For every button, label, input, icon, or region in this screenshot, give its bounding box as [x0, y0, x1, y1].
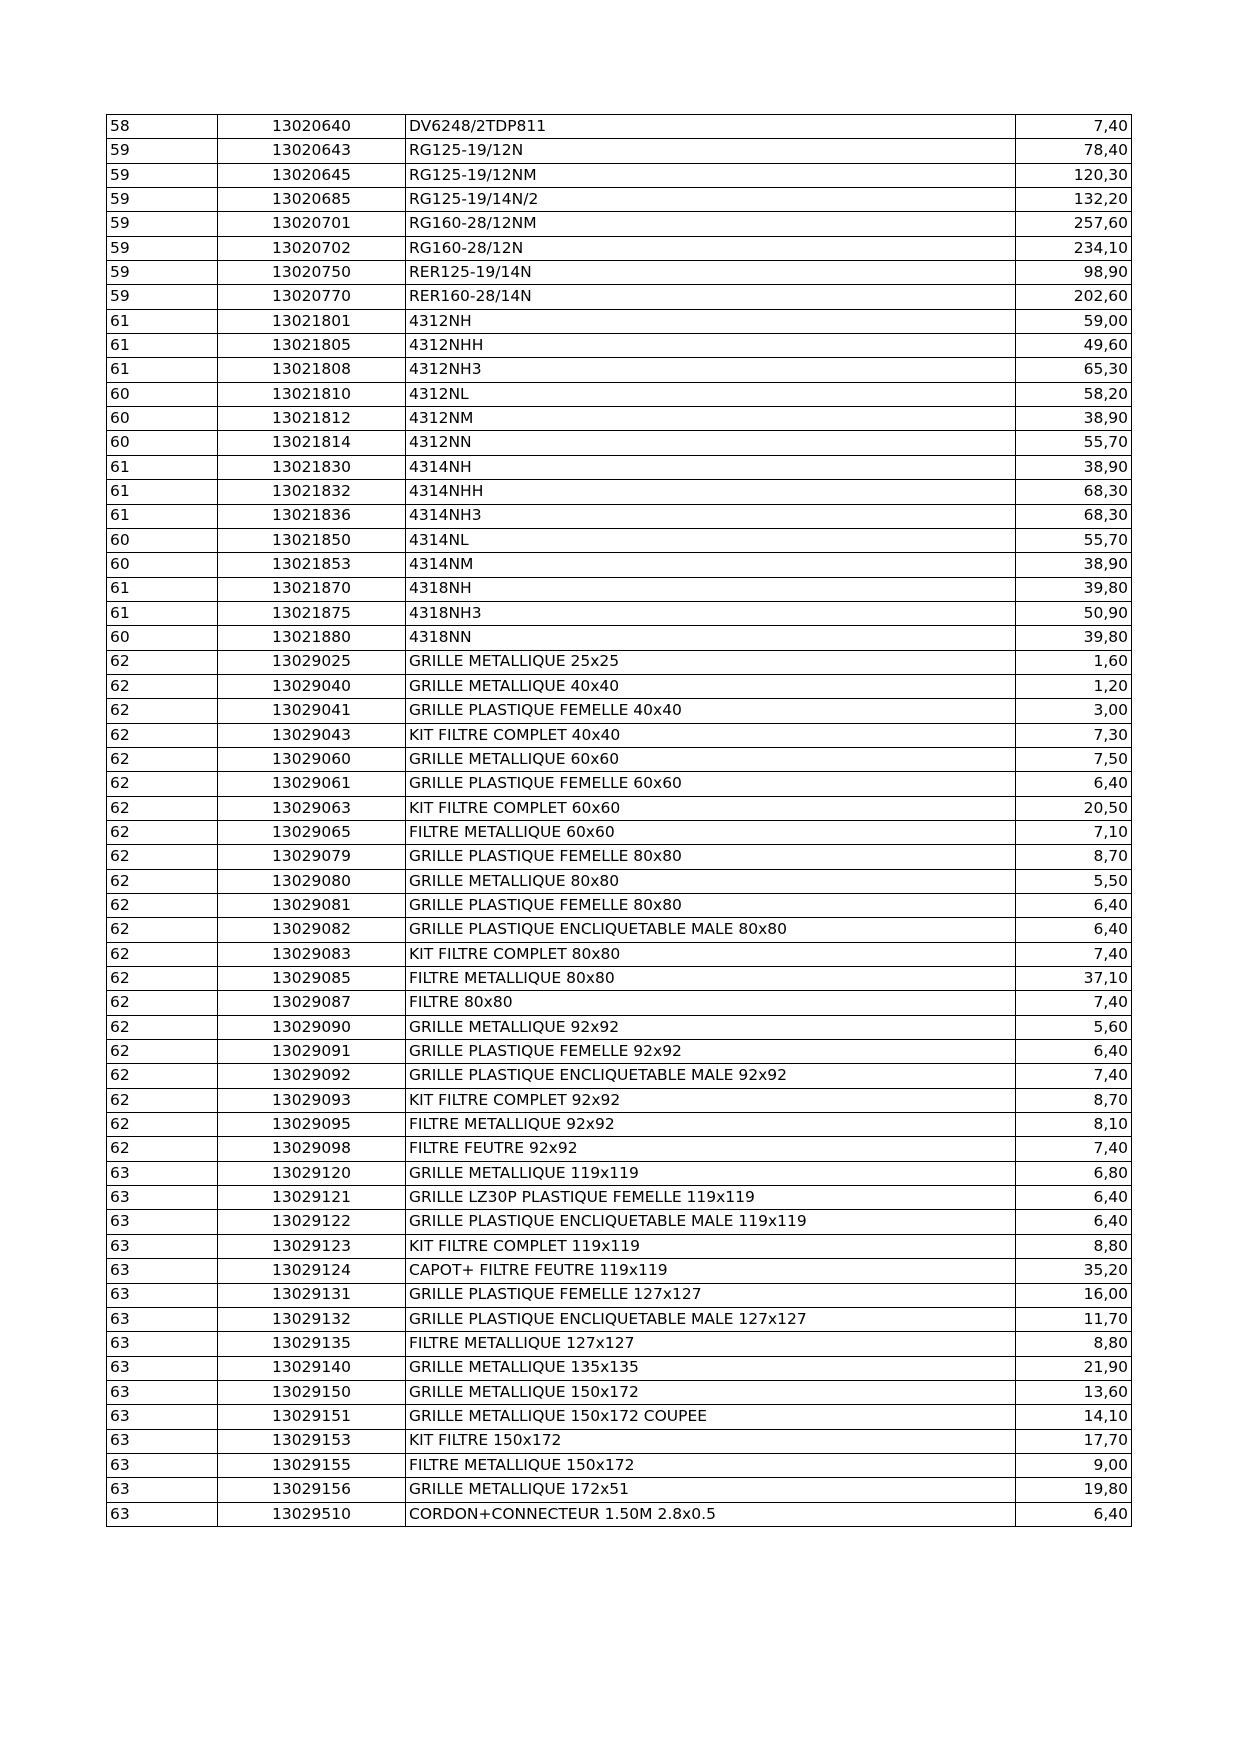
table-row: [107, 601, 1132, 625]
page-number-cell: 62: [107, 1113, 218, 1137]
description-cell: 4312NHH: [406, 334, 1016, 358]
article-code-cell: 13021808: [218, 358, 406, 382]
description-cell: 4318NH: [406, 577, 1016, 601]
table-row: [107, 1015, 1132, 1039]
price-cell: 19,80: [1016, 1478, 1132, 1502]
price-cell: 55,70: [1016, 528, 1132, 552]
price-cell: 6,40: [1016, 1210, 1132, 1234]
article-code-cell: 13029098: [218, 1137, 406, 1161]
table-row: [107, 261, 1132, 285]
table-row: [107, 1234, 1132, 1258]
price-cell: 13,60: [1016, 1380, 1132, 1404]
table-row: [107, 1186, 1132, 1210]
table-row: [107, 139, 1132, 163]
page-number-cell: 62: [107, 1064, 218, 1088]
table-row: [107, 869, 1132, 893]
table-row: [107, 1283, 1132, 1307]
page-number-cell: 58: [107, 115, 218, 139]
description-cell: KIT FILTRE 150x172: [406, 1429, 1016, 1453]
page-number-cell: 61: [107, 577, 218, 601]
table-row: [107, 1429, 1132, 1453]
description-cell: GRILLE METALLIQUE 40x40: [406, 674, 1016, 698]
price-cell: 65,30: [1016, 358, 1132, 382]
price-cell: 78,40: [1016, 139, 1132, 163]
price-cell: 6,40: [1016, 918, 1132, 942]
page-number-cell: 63: [107, 1234, 218, 1258]
article-code-cell: 13029092: [218, 1064, 406, 1088]
price-cell: 68,30: [1016, 504, 1132, 528]
price-cell: 50,90: [1016, 601, 1132, 625]
price-cell: 7,40: [1016, 1064, 1132, 1088]
price-cell: 234,10: [1016, 236, 1132, 260]
article-code-cell: 13029135: [218, 1332, 406, 1356]
table-row: [107, 1088, 1132, 1112]
description-cell: KIT FILTRE COMPLET 60x60: [406, 796, 1016, 820]
description-cell: RG160-28/12NM: [406, 212, 1016, 236]
page-number-cell: 61: [107, 334, 218, 358]
description-cell: FILTRE FEUTRE 92x92: [406, 1137, 1016, 1161]
article-code-cell: 13029510: [218, 1502, 406, 1526]
price-cell: 6,40: [1016, 894, 1132, 918]
page-number-cell: 62: [107, 991, 218, 1015]
price-cell: 132,20: [1016, 188, 1132, 212]
price-cell: 1,60: [1016, 650, 1132, 674]
price-cell: 17,70: [1016, 1429, 1132, 1453]
article-code-cell: 13021850: [218, 528, 406, 552]
description-cell: FILTRE 80x80: [406, 991, 1016, 1015]
table-row: [107, 772, 1132, 796]
price-cell: 5,50: [1016, 869, 1132, 893]
article-code-cell: 13020640: [218, 115, 406, 139]
description-cell: DV6248/2TDP811: [406, 115, 1016, 139]
table-row: [107, 1040, 1132, 1064]
table-row: [107, 1307, 1132, 1331]
article-code-cell: 13029063: [218, 796, 406, 820]
price-cell: 120,30: [1016, 163, 1132, 187]
table-row: [107, 528, 1132, 552]
description-cell: 4312NN: [406, 431, 1016, 455]
article-code-cell: 13029131: [218, 1283, 406, 1307]
description-cell: GRILLE METALLIQUE 92x92: [406, 1015, 1016, 1039]
article-code-cell: 13029120: [218, 1161, 406, 1185]
article-code-cell: 13020702: [218, 236, 406, 260]
price-cell: 11,70: [1016, 1307, 1132, 1331]
article-code-cell: 13029123: [218, 1234, 406, 1258]
description-cell: KIT FILTRE COMPLET 40x40: [406, 723, 1016, 747]
page-number-cell: 63: [107, 1332, 218, 1356]
page-number-cell: 63: [107, 1478, 218, 1502]
price-cell: 38,90: [1016, 455, 1132, 479]
page-number-cell: 62: [107, 967, 218, 991]
table-row: [107, 1259, 1132, 1283]
page-number-cell: 59: [107, 261, 218, 285]
page-number-cell: 60: [107, 407, 218, 431]
table-row: [107, 431, 1132, 455]
description-cell: RER160-28/14N: [406, 285, 1016, 309]
page-number-cell: 62: [107, 1088, 218, 1112]
table-row: [107, 1405, 1132, 1429]
table-row: [107, 845, 1132, 869]
page-number-cell: 63: [107, 1161, 218, 1185]
article-code-cell: 13021801: [218, 309, 406, 333]
price-cell: 14,10: [1016, 1405, 1132, 1429]
page-number-cell: 61: [107, 358, 218, 382]
table-row: [107, 553, 1132, 577]
description-cell: CORDON+CONNECTEUR 1.50M 2.8x0.5: [406, 1502, 1016, 1526]
page-number-cell: 60: [107, 528, 218, 552]
price-cell: 8,70: [1016, 1088, 1132, 1112]
article-code-cell: 13021875: [218, 601, 406, 625]
table-row: [107, 309, 1132, 333]
page-number-cell: 63: [107, 1453, 218, 1477]
description-cell: KIT FILTRE COMPLET 92x92: [406, 1088, 1016, 1112]
article-code-cell: 13021832: [218, 480, 406, 504]
page-number-cell: 63: [107, 1259, 218, 1283]
table-row: [107, 626, 1132, 650]
table-row: [107, 504, 1132, 528]
page-number-cell: 62: [107, 674, 218, 698]
table-row: [107, 1161, 1132, 1185]
description-cell: GRILLE METALLIQUE 172x51: [406, 1478, 1016, 1502]
price-cell: 5,60: [1016, 1015, 1132, 1039]
description-cell: 4314NH3: [406, 504, 1016, 528]
page-number-cell: 61: [107, 504, 218, 528]
article-code-cell: 13029122: [218, 1210, 406, 1234]
article-code-cell: 13029153: [218, 1429, 406, 1453]
article-code-cell: 13020645: [218, 163, 406, 187]
page-number-cell: 60: [107, 382, 218, 406]
article-code-cell: 13029132: [218, 1307, 406, 1331]
description-cell: GRILLE PLASTIQUE FEMELLE 80x80: [406, 845, 1016, 869]
page-number-cell: 59: [107, 236, 218, 260]
description-cell: RG125-19/14N/2: [406, 188, 1016, 212]
description-cell: RG125-19/12N: [406, 139, 1016, 163]
article-code-cell: 13029156: [218, 1478, 406, 1502]
price-table-body: [107, 115, 1132, 1527]
table-row: [107, 747, 1132, 771]
article-code-cell: 13021853: [218, 553, 406, 577]
table-row: [107, 894, 1132, 918]
page-number-cell: 59: [107, 212, 218, 236]
table-row: [107, 1137, 1132, 1161]
price-cell: 6,40: [1016, 1186, 1132, 1210]
article-code-cell: 13029124: [218, 1259, 406, 1283]
description-cell: FILTRE METALLIQUE 150x172: [406, 1453, 1016, 1477]
price-cell: 55,70: [1016, 431, 1132, 455]
price-cell: 9,00: [1016, 1453, 1132, 1477]
page-number-cell: 63: [107, 1502, 218, 1526]
table-row: [107, 967, 1132, 991]
description-cell: 4312NH: [406, 309, 1016, 333]
article-code-cell: 13029150: [218, 1380, 406, 1404]
table-row: [107, 674, 1132, 698]
description-cell: GRILLE PLASTIQUE FEMELLE 92x92: [406, 1040, 1016, 1064]
description-cell: GRILLE METALLIQUE 80x80: [406, 869, 1016, 893]
description-cell: GRILLE PLASTIQUE FEMELLE 60x60: [406, 772, 1016, 796]
article-code-cell: 13020701: [218, 212, 406, 236]
table-row: [107, 1210, 1132, 1234]
price-cell: 68,30: [1016, 480, 1132, 504]
description-cell: RER125-19/14N: [406, 261, 1016, 285]
page-number-cell: 61: [107, 480, 218, 504]
article-code-cell: 13029121: [218, 1186, 406, 1210]
page-number-cell: 62: [107, 1015, 218, 1039]
article-code-cell: 13021830: [218, 455, 406, 479]
page-number-cell: 61: [107, 601, 218, 625]
table-row: [107, 188, 1132, 212]
table-row: [107, 1332, 1132, 1356]
page-number-cell: 59: [107, 188, 218, 212]
price-cell: 257,60: [1016, 212, 1132, 236]
price-cell: 7,30: [1016, 723, 1132, 747]
price-cell: 35,20: [1016, 1259, 1132, 1283]
page-number-cell: 62: [107, 869, 218, 893]
article-code-cell: 13029079: [218, 845, 406, 869]
article-code-cell: 13029061: [218, 772, 406, 796]
article-code-cell: 13021880: [218, 626, 406, 650]
article-code-cell: 13021805: [218, 334, 406, 358]
price-cell: 49,60: [1016, 334, 1132, 358]
article-code-cell: 13020750: [218, 261, 406, 285]
article-code-cell: 13029093: [218, 1088, 406, 1112]
description-cell: GRILLE LZ30P PLASTIQUE FEMELLE 119x119: [406, 1186, 1016, 1210]
article-code-cell: 13029091: [218, 1040, 406, 1064]
description-cell: 4314NL: [406, 528, 1016, 552]
article-code-cell: 13029095: [218, 1113, 406, 1137]
description-cell: RG160-28/12N: [406, 236, 1016, 260]
price-cell: 7,40: [1016, 991, 1132, 1015]
price-cell: 1,20: [1016, 674, 1132, 698]
page-number-cell: 59: [107, 163, 218, 187]
page-number-cell: 62: [107, 723, 218, 747]
article-code-cell: 13029155: [218, 1453, 406, 1477]
description-cell: KIT FILTRE COMPLET 119x119: [406, 1234, 1016, 1258]
description-cell: 4318NH3: [406, 601, 1016, 625]
price-cell: 39,80: [1016, 626, 1132, 650]
table-row: [107, 212, 1132, 236]
price-cell: 38,90: [1016, 407, 1132, 431]
description-cell: GRILLE METALLIQUE 150x172 COUPEE: [406, 1405, 1016, 1429]
table-row: [107, 650, 1132, 674]
description-cell: GRILLE METALLIQUE 25x25: [406, 650, 1016, 674]
description-cell: GRILLE PLASTIQUE ENCLIQUETABLE MALE 92x92: [406, 1064, 1016, 1088]
article-code-cell: 13029040: [218, 674, 406, 698]
price-cell: 8,80: [1016, 1234, 1132, 1258]
article-code-cell: 13020685: [218, 188, 406, 212]
page-number-cell: 63: [107, 1210, 218, 1234]
price-cell: 8,70: [1016, 845, 1132, 869]
article-code-cell: 13021836: [218, 504, 406, 528]
page-number-cell: 62: [107, 699, 218, 723]
description-cell: GRILLE PLASTIQUE FEMELLE 40x40: [406, 699, 1016, 723]
description-cell: 4312NL: [406, 382, 1016, 406]
table-row: [107, 796, 1132, 820]
price-cell: 6,40: [1016, 772, 1132, 796]
page-number-cell: 62: [107, 820, 218, 844]
article-code-cell: 13029041: [218, 699, 406, 723]
table-row: [107, 455, 1132, 479]
table-row: [107, 407, 1132, 431]
description-cell: RG125-19/12NM: [406, 163, 1016, 187]
price-cell: 7,40: [1016, 115, 1132, 139]
page-number-cell: 60: [107, 626, 218, 650]
page-number-cell: 63: [107, 1186, 218, 1210]
price-cell: 16,00: [1016, 1283, 1132, 1307]
article-code-cell: 13029060: [218, 747, 406, 771]
table-row: [107, 1064, 1132, 1088]
price-cell: 21,90: [1016, 1356, 1132, 1380]
article-code-cell: 13020643: [218, 139, 406, 163]
page-number-cell: 62: [107, 894, 218, 918]
table-row: [107, 991, 1132, 1015]
page-number-cell: 59: [107, 139, 218, 163]
table-row: [107, 1502, 1132, 1526]
table-row: [107, 820, 1132, 844]
price-cell: 37,10: [1016, 967, 1132, 991]
page-number-cell: 63: [107, 1356, 218, 1380]
table-row: [107, 577, 1132, 601]
description-cell: KIT FILTRE COMPLET 80x80: [406, 942, 1016, 966]
article-code-cell: 13021814: [218, 431, 406, 455]
description-cell: GRILLE PLASTIQUE ENCLIQUETABLE MALE 119x119: [406, 1210, 1016, 1234]
description-cell: GRILLE PLASTIQUE ENCLIQUETABLE MALE 80x80: [406, 918, 1016, 942]
description-cell: 4312NH3: [406, 358, 1016, 382]
article-code-cell: 13029080: [218, 869, 406, 893]
page-number-cell: 60: [107, 553, 218, 577]
price-cell: 58,20: [1016, 382, 1132, 406]
price-cell: 6,40: [1016, 1040, 1132, 1064]
table-row: [107, 236, 1132, 260]
price-cell: 7,40: [1016, 942, 1132, 966]
price-cell: 59,00: [1016, 309, 1132, 333]
table-row: [107, 334, 1132, 358]
price-cell: 202,60: [1016, 285, 1132, 309]
table-row: [107, 1113, 1132, 1137]
price-cell: 7,10: [1016, 820, 1132, 844]
article-code-cell: 13029090: [218, 1015, 406, 1039]
table-row: [107, 163, 1132, 187]
price-cell: 8,10: [1016, 1113, 1132, 1137]
article-code-cell: 13029081: [218, 894, 406, 918]
page-number-cell: 61: [107, 309, 218, 333]
page-number-cell: 62: [107, 796, 218, 820]
price-cell: 8,80: [1016, 1332, 1132, 1356]
article-code-cell: 13029043: [218, 723, 406, 747]
page-number-cell: 63: [107, 1405, 218, 1429]
table-row: [107, 942, 1132, 966]
description-cell: GRILLE PLASTIQUE FEMELLE 127x127: [406, 1283, 1016, 1307]
price-cell: 98,90: [1016, 261, 1132, 285]
table-row: [107, 358, 1132, 382]
article-code-cell: 13029083: [218, 942, 406, 966]
article-code-cell: 13029082: [218, 918, 406, 942]
page-number-cell: 62: [107, 747, 218, 771]
page-number-cell: 62: [107, 918, 218, 942]
price-cell: 3,00: [1016, 699, 1132, 723]
article-code-cell: 13029151: [218, 1405, 406, 1429]
table-row: [107, 723, 1132, 747]
price-cell: 6,40: [1016, 1502, 1132, 1526]
table-row: [107, 1380, 1132, 1404]
page-number-cell: 63: [107, 1307, 218, 1331]
article-code-cell: 13029025: [218, 650, 406, 674]
table-row: [107, 918, 1132, 942]
description-cell: GRILLE PLASTIQUE FEMELLE 80x80: [406, 894, 1016, 918]
page-number-cell: 60: [107, 431, 218, 455]
description-cell: GRILLE METALLIQUE 150x172: [406, 1380, 1016, 1404]
description-cell: 4314NH: [406, 455, 1016, 479]
page-number-cell: 63: [107, 1283, 218, 1307]
article-code-cell: 13021810: [218, 382, 406, 406]
page-number-cell: 62: [107, 1040, 218, 1064]
article-code-cell: 13021812: [218, 407, 406, 431]
description-cell: FILTRE METALLIQUE 80x80: [406, 967, 1016, 991]
page-number-cell: 59: [107, 285, 218, 309]
page-number-cell: 63: [107, 1380, 218, 1404]
article-code-cell: 13021870: [218, 577, 406, 601]
table-row: [107, 285, 1132, 309]
page-number-cell: 62: [107, 845, 218, 869]
description-cell: GRILLE METALLIQUE 60x60: [406, 747, 1016, 771]
article-code-cell: 13020770: [218, 285, 406, 309]
price-cell: 39,80: [1016, 577, 1132, 601]
page-number-cell: 63: [107, 1429, 218, 1453]
price-cell: 38,90: [1016, 553, 1132, 577]
description-cell: FILTRE METALLIQUE 127x127: [406, 1332, 1016, 1356]
article-code-cell: 13029085: [218, 967, 406, 991]
description-cell: 4318NN: [406, 626, 1016, 650]
price-cell: 7,50: [1016, 747, 1132, 771]
table-row: [107, 1356, 1132, 1380]
description-cell: GRILLE METALLIQUE 135x135: [406, 1356, 1016, 1380]
table-row: [107, 699, 1132, 723]
description-cell: FILTRE METALLIQUE 92x92: [406, 1113, 1016, 1137]
description-cell: GRILLE METALLIQUE 119x119: [406, 1161, 1016, 1185]
table-row: [107, 480, 1132, 504]
table-row: [107, 382, 1132, 406]
article-code-cell: 13029065: [218, 820, 406, 844]
page-number-cell: 62: [107, 942, 218, 966]
article-code-cell: 13029087: [218, 991, 406, 1015]
table-row: [107, 1478, 1132, 1502]
description-cell: GRILLE PLASTIQUE ENCLIQUETABLE MALE 127x127: [406, 1307, 1016, 1331]
description-cell: 4314NHH: [406, 480, 1016, 504]
price-table: [106, 114, 1132, 1527]
description-cell: FILTRE METALLIQUE 60x60: [406, 820, 1016, 844]
price-cell: 20,50: [1016, 796, 1132, 820]
description-cell: 4314NM: [406, 553, 1016, 577]
page-number-cell: 62: [107, 1137, 218, 1161]
page-number-cell: 61: [107, 455, 218, 479]
description-cell: 4312NM: [406, 407, 1016, 431]
table-row: [107, 1453, 1132, 1477]
article-code-cell: 13029140: [218, 1356, 406, 1380]
table-row: [107, 115, 1132, 139]
description-cell: CAPOT+ FILTRE FEUTRE 119x119: [406, 1259, 1016, 1283]
price-cell: 7,40: [1016, 1137, 1132, 1161]
page-number-cell: 62: [107, 650, 218, 674]
price-cell: 6,80: [1016, 1161, 1132, 1185]
page-number-cell: 62: [107, 772, 218, 796]
